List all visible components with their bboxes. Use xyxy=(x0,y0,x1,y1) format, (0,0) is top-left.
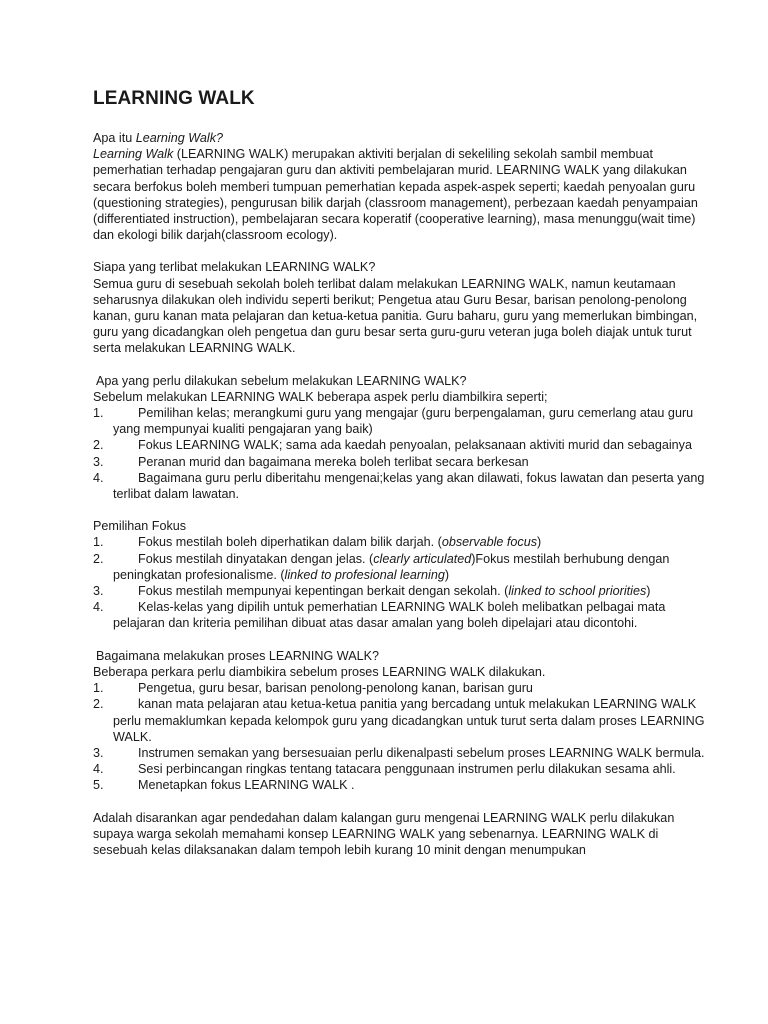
list-number: 1. xyxy=(93,535,104,550)
list-item xyxy=(93,551,708,583)
list-number: 3. xyxy=(93,745,104,760)
list-item-text: Fokus LEARNING WALK; sama ada kaedah penyoalan, pelaksanaan aktiviti murid dan sebagainya xyxy=(138,438,692,453)
list-number: 1. xyxy=(93,681,104,696)
list-number: 2. xyxy=(93,438,104,453)
section-paragraph: Semua guru di sesebuah sekolah boleh terlibat dalam melakukan LEARNING WALK, namun keutamaan seharusnya dilakukan oleh individu seperti berikut; Pengetua atau Guru Besar, barisan penolong-penolong kanan, guru kanan mata pelajaran dan ketua-ketua panitia. Guru baharu, guru yang memerlukan bimbingan, guru yang dicadangkan oleh pengetua dan guru besar serta guru-guru veteran juga boleh diajak untuk turut serta melakukan LEARNING WALK. xyxy=(93,276,698,356)
section-heading: Pemilihan Fokus xyxy=(93,519,187,534)
list-item xyxy=(93,599,708,631)
list-item xyxy=(93,583,708,599)
numbered-list xyxy=(93,534,708,631)
list-item-text: Fokus mestilah mempunyai kepentingan berkait dengan sekolah. ( xyxy=(138,584,509,599)
list-item-text: kanan mata pelajaran atau ketua-ketua panitia yang bercadang untuk melakukan LEARNING WALK perlu memaklumkan kepada kelompok guru yang dicadangkan untuk turut serta dalam proses LEARNING WALK. xyxy=(113,697,705,744)
list-item xyxy=(93,470,708,502)
list-item-emphasis: observable focus xyxy=(441,535,538,550)
section-paragraph: Adalah disarankan agar pendedahan dalam kalangan guru mengenai LEARNING WALK perlu dilakukan supaya warga sekolah memahami konsep LEARNING WALK yang sebenarnya. LEARNING WALK di sesebuah kelas dilaksanakan dalam tempoh lebih kurang 10 minit dengan menumpukan xyxy=(93,810,675,857)
list-item-text-end: ) xyxy=(444,567,450,582)
list-number: 5. xyxy=(93,778,104,793)
section-focus-selection xyxy=(93,518,708,631)
list-item-text-mid: )Fokus mestilah berhubung dengan peningkatan profesionalisme. ( xyxy=(113,551,670,582)
section-paragraph xyxy=(93,146,708,243)
section-intro: Sebelum melakukan LEARNING WALK beberapa aspek perlu diambilkira seperti; xyxy=(93,389,548,404)
list-item-text: Fokus mestilah boleh diperhatikan dalam bilik darjah. ( xyxy=(138,535,442,550)
list-item xyxy=(93,405,708,437)
section-process xyxy=(93,648,708,794)
heading-text: Apa itu xyxy=(93,131,136,145)
numbered-list xyxy=(93,680,708,793)
list-item xyxy=(93,534,708,550)
paragraph-emphasis: Learning Walk xyxy=(93,147,174,162)
section-heading: Siapa yang terlibat melakukan LEARNING WALK? xyxy=(93,260,376,275)
list-item-text: Bagaimana guru perlu diberitahu mengenai;kelas yang akan dilawati, fokus lawatan dan peserta yang terlibat dalam lawatan. xyxy=(113,470,705,502)
list-number: 3. xyxy=(93,454,104,469)
document-title: LEARNING WALK xyxy=(93,88,255,109)
list-item xyxy=(93,777,708,793)
list-number: 1. xyxy=(93,406,104,421)
section-heading: Apa yang perlu dilakukan sebelum melakukan LEARNING WALK? xyxy=(96,373,467,388)
list-number: 2. xyxy=(93,697,104,712)
list-item xyxy=(93,761,708,777)
list-number: 4. xyxy=(93,470,104,485)
section-intro: Beberapa perkara perlu diambikira sebelum proses LEARNING WALK dilakukan. xyxy=(93,664,546,679)
list-item-text: Kelas-kelas yang dipilih untuk pemerhatian LEARNING WALK boleh melibatkan pelbagai mata pelajaran dan kriteria pemilihan dibuat atas dasar amalan yang boleh dipelajari atau dicontohi. xyxy=(113,600,666,631)
section-heading: Bagaimana melakukan proses LEARNING WALK? xyxy=(96,648,380,663)
heading-emphasis: Learning Walk? xyxy=(135,131,223,145)
list-item xyxy=(93,745,708,761)
list-item-text: Peranan murid dan bagaimana mereka boleh terlibat secara berkesan xyxy=(138,454,529,469)
list-number: 3. xyxy=(93,584,104,599)
list-number: 2. xyxy=(93,551,104,566)
list-item-text: Pengetua, guru besar, barisan penolong-penolong kanan, barisan guru xyxy=(138,681,533,696)
list-item xyxy=(93,437,708,453)
paragraph-text: (LEARNING WALK) merupakan aktiviti berjalan di sekeliling sekolah sambil membuat pemerhatian terhadap pengajaran guru dan aktiviti pembelajaran murid. LEARNING WALK yang dilakukan secara berfokus boleh memberi tumpuan pemerhatian kepada aspek-aspek seperti; kaedah penyoalan guru (questioning strategies), pengurusan bilik darjah (classroom management), perbezaan kaedah penyampaian (differentiated instruction), pembelajaran secara koperatif (cooperative learning), masa menunggu(wait time) dan ekologi bilik darjah(classroom ecology). xyxy=(93,147,698,243)
section-before xyxy=(93,373,708,503)
list-item-text: Sesi perbincangan ringkas tentang tatacara penggunaan instrumen perlu dilakukan sesama ahli. xyxy=(138,762,676,777)
list-item-emphasis: clearly articulated xyxy=(373,551,472,566)
list-number: 4. xyxy=(93,762,104,777)
list-item-text: Fokus mestilah dinyatakan dengan jelas. ( xyxy=(138,551,374,566)
list-item-text-end: ) xyxy=(537,535,542,550)
numbered-list xyxy=(93,405,708,502)
list-item xyxy=(93,680,708,696)
section-heading xyxy=(93,130,708,146)
list-item xyxy=(93,454,708,470)
list-item xyxy=(93,696,708,745)
section-closing xyxy=(93,810,708,859)
list-item-text-end: ) xyxy=(646,584,651,599)
list-item-text: Pemilihan kelas; merangkumi guru yang mengajar (guru berpengalaman, guru cemerlang atau guru yang mempunyai kualiti pengajaran yang baik) xyxy=(113,406,694,437)
list-number: 4. xyxy=(93,600,104,615)
list-item-emphasis-2: linked to profesional learning xyxy=(284,567,445,582)
section-who xyxy=(93,259,708,356)
section-what-is xyxy=(93,130,708,243)
list-item-text: Instrumen semakan yang bersesuaian perlu dikenalpasti sebelum proses LEARNING WALK bermula. xyxy=(138,745,705,760)
list-item-text: Menetapkan fokus LEARNING WALK . xyxy=(138,778,355,793)
list-item-emphasis: linked to school priorities xyxy=(508,584,647,599)
